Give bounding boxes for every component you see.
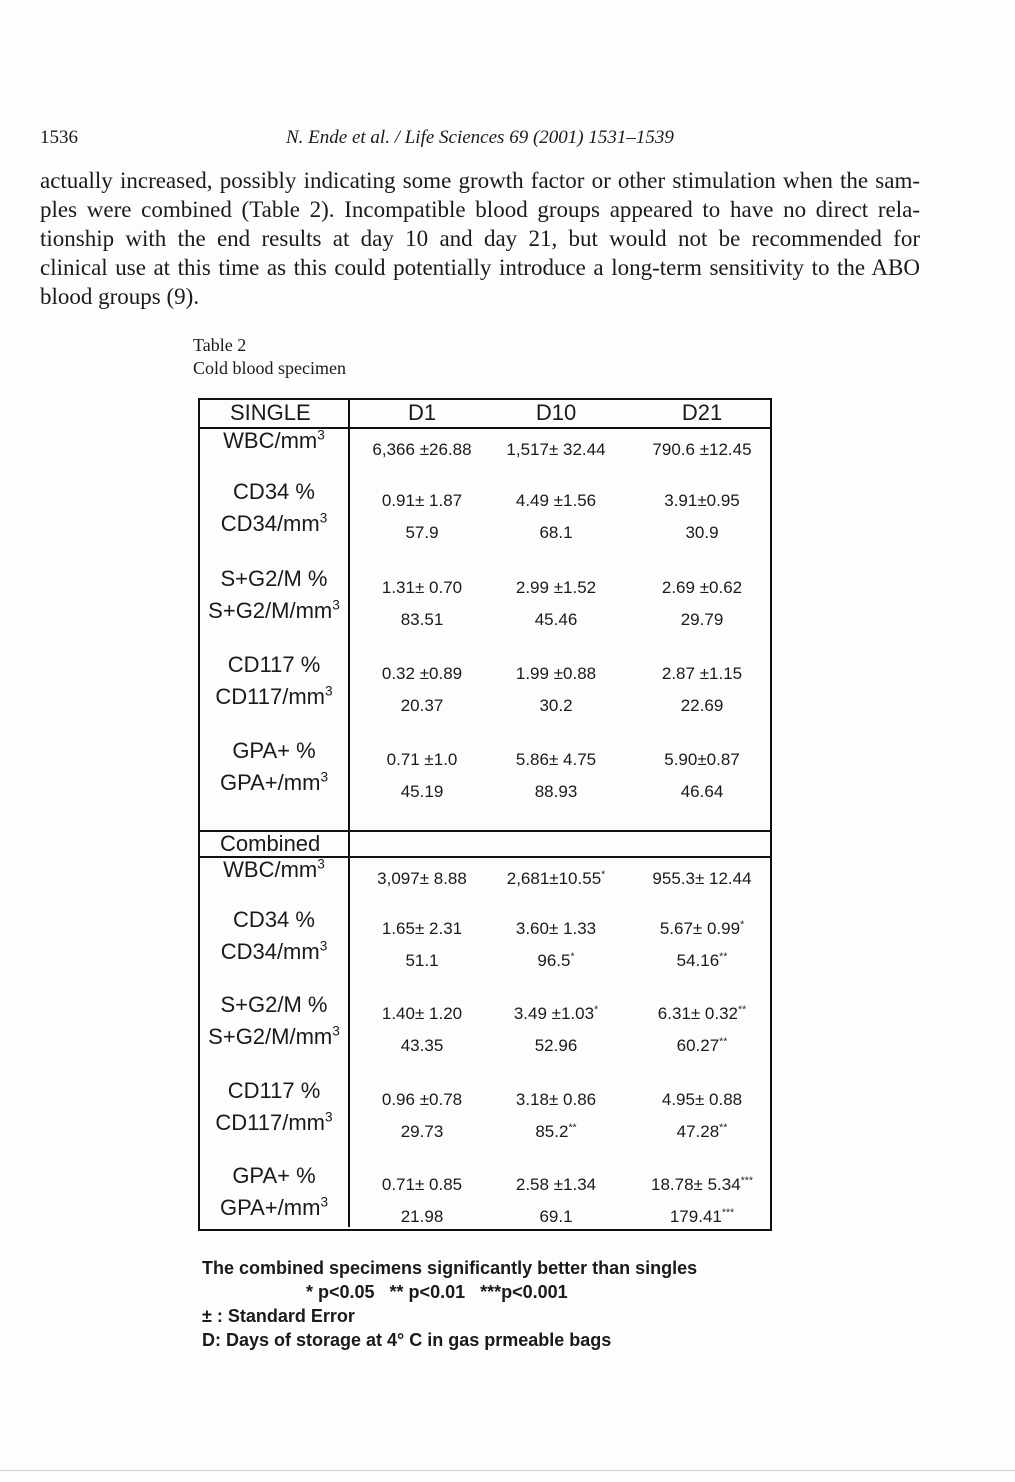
table-cell	[658, 1004, 746, 1024]
table-cell	[516, 750, 596, 770]
cell-value: 2,681±10.55	[506, 869, 602, 888]
table-caption	[193, 334, 346, 380]
row-label	[232, 1163, 315, 1189]
table-cell	[382, 1004, 462, 1024]
cell-value: 955.3± 12.44	[652, 869, 752, 888]
cell-value: 52.96	[534, 1036, 578, 1055]
row-label	[208, 598, 340, 624]
cell-value: 1.31± 0.70	[381, 578, 463, 597]
table-cell	[514, 1004, 598, 1024]
table-cell	[662, 1090, 742, 1110]
table-cell	[516, 664, 596, 684]
cell-value: 51.1	[405, 951, 439, 970]
row-label-superscript: 3	[317, 427, 325, 443]
body-line: blood groups (9).	[40, 284, 200, 309]
cell-value: 30.9	[685, 523, 719, 542]
column-header-d1: D1	[407, 400, 437, 425]
cell-value: 54.16	[676, 951, 720, 970]
table-cell	[401, 1207, 444, 1227]
significance-marker: ***	[740, 1174, 753, 1187]
row-label-superscript: 3	[319, 938, 328, 954]
body-line: clinical use at this time as this could potentially introduce a long-term sensitivity to the ABO	[40, 255, 920, 280]
row-label-text: CD117 %	[227, 1078, 321, 1103]
table-cell	[539, 696, 572, 716]
cell-value: 96.5	[537, 951, 571, 970]
row-label-superscript: 3	[319, 510, 328, 526]
cell-value: 6.31± 0.32	[657, 1004, 739, 1023]
cell-value: 0.96 ±0.78	[381, 1090, 463, 1109]
table-footnotes	[202, 1256, 697, 1352]
table-cell	[401, 1122, 444, 1142]
row-label	[215, 1110, 332, 1136]
table-cell	[652, 869, 751, 889]
cell-value: 85.2	[535, 1122, 569, 1141]
cell-value: 1,517± 32.44	[506, 440, 606, 459]
cell-value: 6,366 ±26.88	[372, 440, 472, 459]
cell-value: 179.41	[669, 1207, 722, 1226]
table-cell	[401, 1036, 444, 1056]
row-label-superscript: 3	[320, 769, 329, 785]
row-label-text: CD117 %	[227, 652, 321, 677]
row-label-text: GPA+/mm	[219, 770, 321, 795]
page-number: 1536	[40, 127, 78, 148]
significance-marker: **	[719, 1121, 728, 1134]
table-cell	[405, 523, 438, 543]
row-label-text: S+G2/M/mm	[208, 598, 333, 623]
cell-value: 2.87 ±1.15	[661, 664, 743, 683]
column-header-d21: D21	[681, 400, 723, 425]
table-cell	[651, 1175, 753, 1195]
cell-value: 3.60± 1.33	[515, 919, 597, 938]
row-label-superscript: 3	[332, 597, 340, 613]
row-label-text: WBC/mm	[223, 857, 318, 882]
table-cell	[677, 951, 728, 971]
cell-value: 1.99 ±0.88	[515, 664, 597, 683]
row-label-text: GPA+/mm	[219, 1195, 321, 1220]
row-label	[221, 992, 328, 1018]
table-cell	[664, 491, 740, 511]
table-cell	[506, 440, 605, 460]
footnote-days: D: Days of storage at 4° C in gas prmeable bags	[202, 1330, 612, 1350]
row-label-text: S+G2/M/mm	[208, 1024, 333, 1049]
row-label	[221, 939, 328, 965]
row-label-superscript: 3	[320, 1194, 329, 1210]
row-label-superscript: 3	[325, 683, 333, 699]
table-cell	[516, 1090, 596, 1110]
table-cell	[662, 578, 742, 598]
cell-value: 4.49 ±1.56	[515, 491, 597, 510]
column-header-d10: D10	[535, 400, 577, 425]
table-cell	[535, 1036, 578, 1056]
row-label-text: GPA+ %	[232, 738, 316, 763]
row-label	[223, 428, 325, 454]
table-cell	[537, 951, 574, 971]
significance-marker: ***	[721, 1206, 735, 1219]
table-cell	[662, 664, 742, 684]
data-table	[198, 398, 772, 1231]
cell-value: 3,097± 8.88	[377, 869, 467, 888]
footnote-significance: * p<0.05 ** p<0.01 ***p<0.001	[306, 1282, 568, 1302]
significance-marker: *	[740, 918, 745, 931]
row-label	[220, 1195, 328, 1221]
table-cell	[401, 782, 444, 802]
cell-value: 29.73	[400, 1122, 444, 1141]
row-label	[215, 684, 332, 710]
table-cell	[681, 782, 724, 802]
table-cell	[535, 1122, 576, 1142]
significance-marker: *	[594, 1003, 599, 1016]
cell-value: 60.27	[676, 1036, 720, 1055]
table-cell	[382, 664, 462, 684]
cell-value: 45.19	[400, 782, 444, 801]
table-cell	[372, 440, 471, 460]
row-label-superscript: 3	[332, 1023, 340, 1039]
cell-value: 0.32 ±0.89	[381, 664, 463, 683]
page-bottom-rule	[0, 1470, 1015, 1471]
table-cell	[516, 919, 596, 939]
row-label	[220, 770, 328, 796]
table-cell	[387, 750, 458, 770]
table-cell	[677, 1036, 728, 1056]
cell-value: 3.18± 0.86	[515, 1090, 597, 1109]
cell-value: 21.98	[400, 1207, 444, 1226]
row-label-text: CD117/mm	[215, 1110, 326, 1135]
cell-value: 46.64	[680, 782, 724, 801]
cell-value: 43.35	[400, 1036, 444, 1055]
table-cell	[681, 610, 724, 630]
body-paragraph	[40, 166, 920, 311]
row-label	[228, 1078, 321, 1104]
cell-value: 0.91± 1.87	[381, 491, 463, 510]
cell-value: 30.2	[539, 696, 573, 715]
row-label	[232, 738, 315, 764]
row-label	[221, 566, 328, 592]
body-line: actually increased, possibly indicating some growth factor or other stimulation when the sam-	[40, 168, 920, 193]
table-cell	[535, 610, 578, 630]
table-cell	[670, 1207, 734, 1227]
cell-value: 790.6 ±12.45	[652, 440, 752, 459]
table-cell	[677, 1122, 728, 1142]
significance-marker: *	[570, 950, 575, 963]
row-label-text: CD34 %	[233, 907, 315, 932]
cell-value: 68.1	[539, 523, 573, 542]
table-cell	[516, 491, 596, 511]
cell-value: 2.99 ±1.52	[515, 578, 597, 597]
footnote-combined: The combined specimens significantly better than singles	[202, 1258, 698, 1278]
table-cell	[660, 919, 744, 939]
row-label	[221, 511, 328, 537]
cell-value: 45.46	[534, 610, 578, 629]
row-label-text: CD34/mm	[220, 939, 320, 964]
significance-marker: **	[719, 950, 728, 963]
row-label-text: CD117/mm	[215, 684, 326, 709]
row-label-superscript: 3	[317, 856, 325, 872]
cell-value: 5.67± 0.99	[659, 919, 741, 938]
table-title: Cold blood specimen	[193, 358, 346, 378]
table-cell	[681, 696, 724, 716]
section-title-single: SINGLE	[230, 400, 311, 425]
body-line: tionship with the end results at day 10 and day 21, but would not be recommended for	[40, 226, 920, 251]
cell-value: 5.86± 4.75	[515, 750, 597, 769]
significance-marker: **	[719, 1035, 728, 1048]
journal-reference: N. Ende et al. / Life Sciences 69 (2001) 1531–1539	[286, 127, 674, 148]
cell-value: 3.49 ±1.03	[513, 1004, 595, 1023]
table-cell	[535, 782, 578, 802]
cell-value: 83.51	[400, 610, 444, 629]
significance-marker: **	[738, 1003, 747, 1016]
significance-marker: **	[568, 1121, 577, 1134]
cell-value: 4.95± 0.88	[661, 1090, 743, 1109]
body-line: ples were combined (Table 2). Incompatible blood groups appeared to have no direct rela-	[40, 197, 920, 222]
table-cell	[539, 523, 572, 543]
cell-value: 88.93	[534, 782, 578, 801]
table-cell	[516, 1175, 596, 1195]
row-label	[233, 907, 315, 933]
row-label-text: S+G2/M %	[220, 566, 328, 591]
cell-value: 0.71± 0.85	[381, 1175, 463, 1194]
cell-value: 18.78± 5.34	[651, 1175, 741, 1194]
cell-value: 0.71 ±1.0	[386, 750, 458, 769]
column-divider	[348, 400, 350, 1227]
cell-value: 47.28	[676, 1122, 720, 1141]
row-label-superscript: 3	[325, 1109, 333, 1125]
cell-value: 5.90±0.87	[664, 750, 740, 769]
row-label-text: CD34 %	[233, 479, 315, 504]
row-label	[228, 652, 321, 678]
table-cell	[382, 578, 462, 598]
cell-value: 1.40± 1.20	[381, 1004, 463, 1023]
cell-value: 2.58 ±1.34	[515, 1175, 597, 1194]
table-cell	[382, 491, 462, 511]
cell-value: 3.91±0.95	[664, 491, 740, 510]
row-label	[208, 1024, 340, 1050]
table-cell	[382, 919, 462, 939]
significance-marker: *	[601, 868, 606, 881]
row-label	[233, 479, 315, 505]
row-label-text: CD34/mm	[220, 511, 320, 536]
cell-value: 22.69	[680, 696, 724, 715]
cell-value: 69.1	[539, 1207, 573, 1226]
row-label	[223, 857, 325, 883]
section-title-combined: Combined	[220, 831, 321, 856]
table-cell	[401, 696, 444, 716]
table-cell	[401, 610, 444, 630]
table-cell	[377, 869, 467, 889]
cell-value: 29.79	[680, 610, 724, 629]
table-cell	[382, 1175, 462, 1195]
table-cell	[652, 440, 751, 460]
table-label: Table 2	[193, 335, 247, 355]
table-cell	[664, 750, 740, 770]
footnote-standard-error: ± : Standard Error	[202, 1306, 355, 1326]
table-cell	[405, 951, 438, 971]
cell-value: 1.65± 2.31	[381, 919, 463, 938]
cell-value: 20.37	[400, 696, 444, 715]
table-cell	[685, 523, 718, 543]
row-label-text: GPA+ %	[232, 1163, 316, 1188]
cell-value: 57.9	[405, 523, 439, 542]
table-cell	[507, 869, 606, 889]
table-cell	[382, 1090, 462, 1110]
row-label-text: WBC/mm	[223, 428, 318, 453]
table-cell	[516, 578, 596, 598]
row-label-text: S+G2/M %	[220, 992, 328, 1017]
cell-value: 2.69 ±0.62	[661, 578, 743, 597]
table-cell	[539, 1207, 572, 1227]
running-head	[40, 127, 980, 157]
